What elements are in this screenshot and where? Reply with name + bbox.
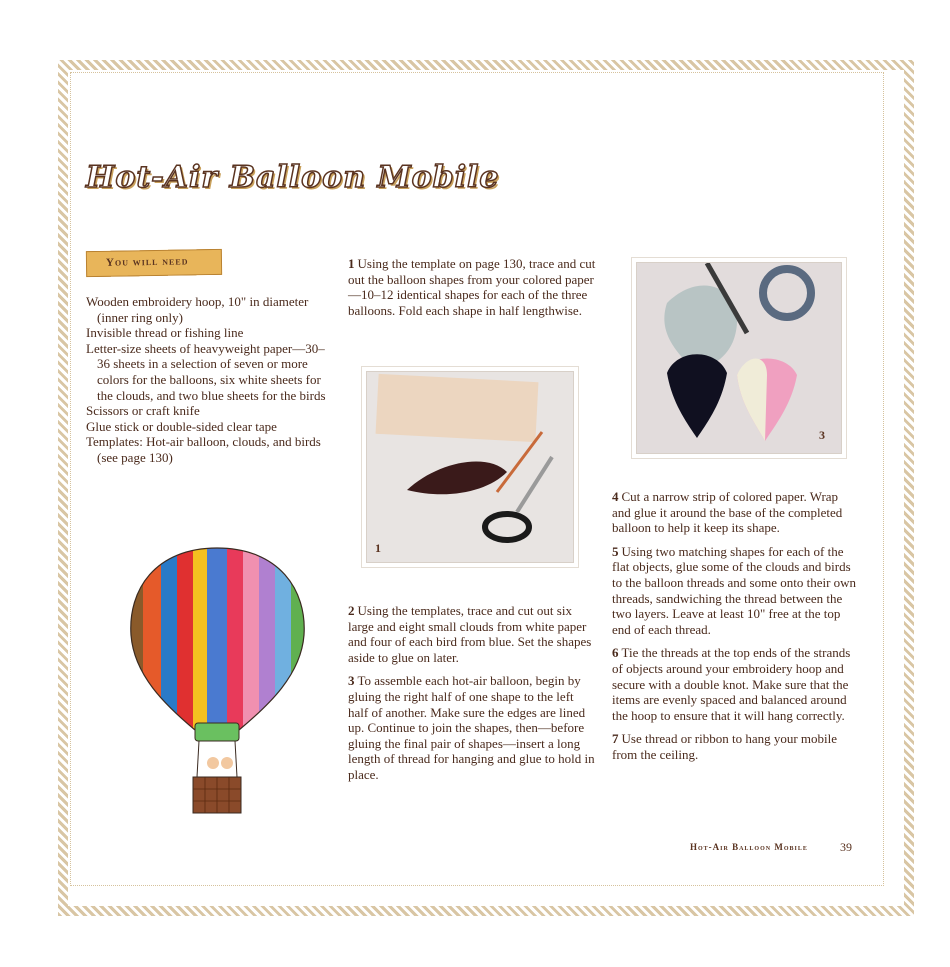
- material-item: Invisible thread or fishing line: [86, 325, 244, 341]
- step-6: 6 Tie the threads at the top ends of the strands of objects around your embroidery hoop and secure with a double knot. Make sure that the items are evenly spaced and balanced around the hoop to ensure that it will hang correctly.: [612, 645, 851, 723]
- material-item: Scissors or craft knife: [86, 403, 200, 419]
- page-title: Hot-Air Balloon Mobile: [86, 160, 500, 195]
- page-number: 39: [840, 840, 852, 854]
- hot-air-balloon-illustration: [125, 545, 310, 825]
- photo-step-3: [636, 262, 842, 454]
- material-item: Letter-size sheets of heavyweight paper—30–36 sheets in a selection of seven or more colors for the balloons, six white sheets for the clouds, and two blue sheets for the birds: [86, 340, 326, 403]
- step-column-1: [348, 256, 596, 326]
- step-column-2: [348, 603, 596, 791]
- material-item: Wooden embroidery hoop, 10" in diameter (inner ring only): [86, 294, 309, 325]
- paper-balloons-photo: [637, 263, 841, 453]
- step-4: 4 Cut a narrow strip of colored paper. Wrap and glue it around the base of the completed balloon to help it keep its shape.: [612, 489, 843, 536]
- photo-number-1: 1: [375, 541, 381, 555]
- you-will-need-text: You will need: [105, 255, 189, 269]
- step-1: 1 Using the template on page 130, trace and cut out the balloon shapes from your colored paper—10–12 identical shapes for each of the three balloons. Fold each shape in half lengthwise.: [348, 256, 596, 318]
- you-will-need-label: [86, 249, 222, 277]
- material-item: Glue stick or double-sided clear tape: [86, 418, 277, 434]
- step-3: 3 To assemble each hot-air balloon, begin by gluing the right half of one shape to the left half of another. Make sure the edges are lined up. Continue to join the shapes, then—before gluing the final pair of shapes—insert a long length of thread for hanging and glue to hold in place.: [348, 673, 595, 782]
- step-7: 7 Use thread or ribbon to hang your mobile from the ceiling.: [612, 731, 838, 762]
- running-title: Hot-Air Balloon Mobile: [690, 842, 808, 852]
- step-column-3: [612, 489, 860, 771]
- photo-number-3: 3: [819, 428, 825, 442]
- scissors-paper-photo: [367, 372, 573, 562]
- photo-step-1: [366, 371, 574, 563]
- materials-list: [86, 294, 326, 466]
- step-2: 2 Using the templates, trace and cut out six large and eight small clouds from white paper and four of each bird from blue. Set the shapes aside to glue on later.: [348, 603, 592, 665]
- material-item: Templates: Hot-air balloon, clouds, and birds (see page 130): [86, 434, 321, 465]
- step-5: 5 Using two matching shapes for each of the flat objects, glue some of the clouds and birds to the balloon threads and some onto their own threads, sandwiching the thread between the two layers. Leave at least 10" free at the top end of each thread.: [612, 543, 857, 637]
